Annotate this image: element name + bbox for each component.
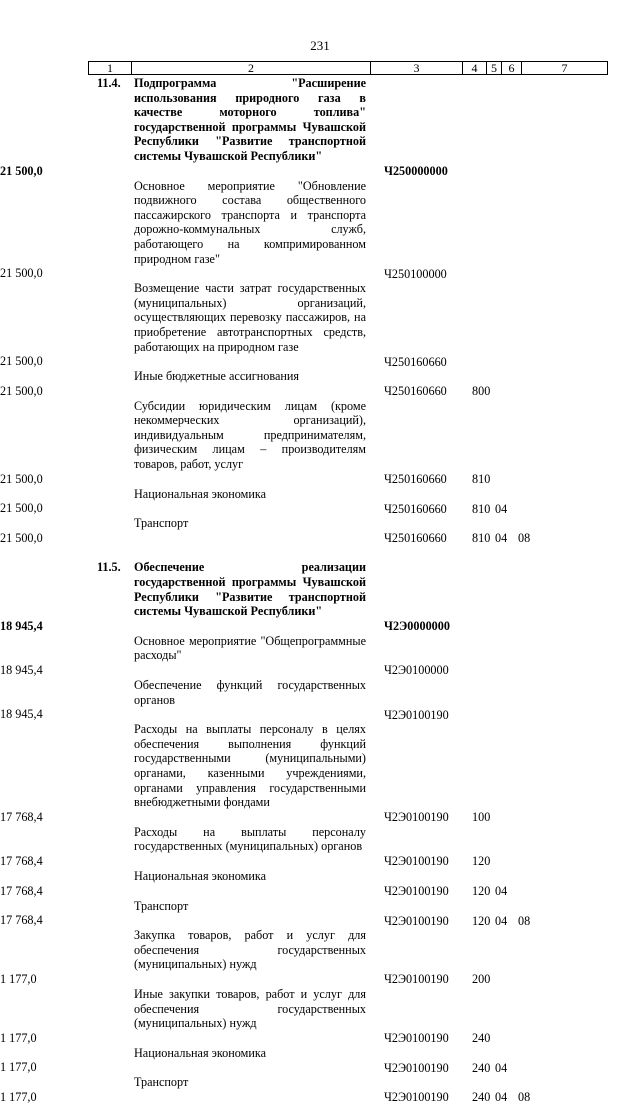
section-gap <box>0 546 640 561</box>
row-name: Расходы на выплаты персоналу в целях обеспечения выполнения функций государственными (муниципальными) органами, казенными учреждениями, органами управления государственными внебюджетными фондами <box>134 722 366 810</box>
target-code: Ч2Э0100190 <box>384 883 449 898</box>
amount: 21 500,0 <box>0 501 43 516</box>
row-name: Иные закупки товаров, работ и услуг для обеспечения государственных (муниципальных) нужд <box>134 986 366 1031</box>
amount: 21 500,0 <box>0 471 43 486</box>
expense-type: 120 <box>472 854 491 869</box>
row-name: Национальная экономика <box>134 486 267 501</box>
amount: 1 177,0 <box>0 971 37 986</box>
row-number: 11.5. <box>97 560 121 575</box>
amount: 21 500,0 <box>0 530 43 545</box>
amount: 21 500,0 <box>0 163 43 178</box>
row-name: Национальная экономика <box>134 868 267 883</box>
table-row <box>0 1046 640 1076</box>
table-row <box>0 825 640 869</box>
expense-type: 810 <box>472 501 491 516</box>
expense-type: 240 <box>472 1090 491 1105</box>
target-code: Ч2Э0000000 <box>384 619 450 634</box>
amount: 18 945,4 <box>0 707 43 722</box>
subsection: 08 <box>518 531 531 546</box>
column-header <box>88 61 608 75</box>
budget-table <box>0 76 640 1105</box>
expense-type: 240 <box>472 1060 491 1075</box>
table-row <box>0 928 640 987</box>
target-code: Ч2Э0100190 <box>384 707 449 722</box>
table-row <box>0 179 640 282</box>
target-code: Ч2Э0100190 <box>384 913 449 928</box>
row-name: Расходы на выплаты персоналу государственных (муниципальных) органов <box>134 824 366 854</box>
section: 04 <box>495 883 508 898</box>
expense-type: 200 <box>472 972 491 987</box>
amount: 18 945,4 <box>0 663 43 677</box>
expense-type: 100 <box>472 810 491 825</box>
table-row <box>0 281 640 369</box>
target-code: Ч250100000 <box>384 266 447 281</box>
section: 04 <box>495 531 508 546</box>
target-code: Ч2Э0100190 <box>384 1090 449 1105</box>
row-name: Транспорт <box>134 898 189 913</box>
column-header-4: 4 <box>462 61 487 75</box>
amount: 21 500,0 <box>0 354 43 369</box>
amount: 17 768,4 <box>0 809 43 824</box>
section: 04 <box>495 1090 508 1105</box>
amount: 21 500,0 <box>0 383 43 398</box>
target-code: Ч250160660 <box>384 354 447 369</box>
section: 04 <box>495 913 508 928</box>
table-row <box>0 369 640 399</box>
expense-type: 810 <box>472 472 491 487</box>
expense-type: 800 <box>472 384 491 399</box>
amount: 17 768,4 <box>0 913 43 928</box>
row-name: Транспорт <box>134 516 189 531</box>
column-header-6: 6 <box>501 61 522 75</box>
table-row <box>0 487 640 517</box>
amount: 21 500,0 <box>0 266 43 281</box>
table-row <box>0 722 640 825</box>
target-code: Ч250160660 <box>384 531 447 546</box>
column-header-2: 2 <box>131 61 371 75</box>
table-row <box>0 76 640 179</box>
row-name: Транспорт <box>134 1075 189 1090</box>
section: 04 <box>495 1060 508 1075</box>
expense-type: 240 <box>472 1031 491 1046</box>
amount: 1 177,0 <box>0 1060 37 1075</box>
page-number: 231 <box>310 38 330 53</box>
amount: 18 945,4 <box>0 618 43 633</box>
target-code: Ч2Э0100190 <box>384 1031 449 1046</box>
row-name: Основное мероприятие "Обновление подвижного состава общественного пассажирского транспорта и транспорта дорожно-коммунальных служб, работающего на компримированном природном газе" <box>134 178 366 266</box>
table-row <box>0 987 640 1046</box>
table-row <box>0 869 640 899</box>
column-header-1: 1 <box>88 61 132 75</box>
table-row <box>0 516 640 546</box>
table-row <box>0 399 640 487</box>
row-name: Национальная экономика <box>134 1045 267 1060</box>
section: 04 <box>495 501 508 516</box>
table-row <box>0 560 640 633</box>
table-row <box>0 678 640 722</box>
amount: 17 768,4 <box>0 853 43 868</box>
target-code: Ч250000000 <box>384 163 448 178</box>
expense-type: 120 <box>472 913 491 928</box>
row-name: Основное мероприятие "Общепрограммные расходы" <box>134 633 366 663</box>
table-row <box>0 634 640 678</box>
row-name: Субсидии юридическим лицам (кроме некоммерческих организаций), индивидуальным предпринимателям, физическим лицам – производителям товаров, работ, услуг <box>134 398 366 472</box>
target-code: Ч2Э0100190 <box>384 854 449 869</box>
subsection: 08 <box>518 1090 531 1105</box>
row-name: Возмещение части затрат государственных (муниципальных) организаций, осуществляющих перевозку пассажиров, на приобретение автотранспортных средств, работающих на природном газе <box>134 281 366 354</box>
amount: 1 177,0 <box>0 1030 37 1045</box>
column-header-5: 5 <box>486 61 502 75</box>
row-number: 11.4. <box>97 76 121 90</box>
row-name: Обеспечение функций государственных органов <box>134 678 366 707</box>
target-code: Ч2Э0100000 <box>384 663 449 678</box>
column-header-7: 7 <box>521 61 608 75</box>
column-header-3: 3 <box>370 61 463 75</box>
row-name: Подпрограмма "Расширение использования природного газа в качестве моторного топлива" государственной программы Чувашской Республики "Развитие транспортной системы Чувашской Республики" <box>134 76 366 163</box>
target-code: Ч250160660 <box>384 384 447 399</box>
table-row <box>0 1075 640 1105</box>
table-row <box>0 899 640 929</box>
target-code: Ч250160660 <box>384 501 447 516</box>
amount: 17 768,4 <box>0 883 43 898</box>
expense-type: 120 <box>472 883 491 898</box>
row-name: Закупка товаров, работ и услуг для обеспечения государственных (муниципальных) нужд <box>134 928 366 972</box>
target-code: Ч2Э0100190 <box>384 1060 449 1075</box>
target-code: Ч2Э0100190 <box>384 972 449 987</box>
amount: 1 177,0 <box>0 1089 37 1104</box>
row-name: Обеспечение реализации государственной программы Чувашской Республики "Развитие транспортной системы Чувашской Республики" <box>134 560 366 619</box>
subsection: 08 <box>518 913 531 928</box>
expense-type: 810 <box>472 531 491 546</box>
target-code: Ч250160660 <box>384 472 447 487</box>
row-name: Иные бюджетные ассигнования <box>134 369 300 384</box>
target-code: Ч2Э0100190 <box>384 810 449 825</box>
